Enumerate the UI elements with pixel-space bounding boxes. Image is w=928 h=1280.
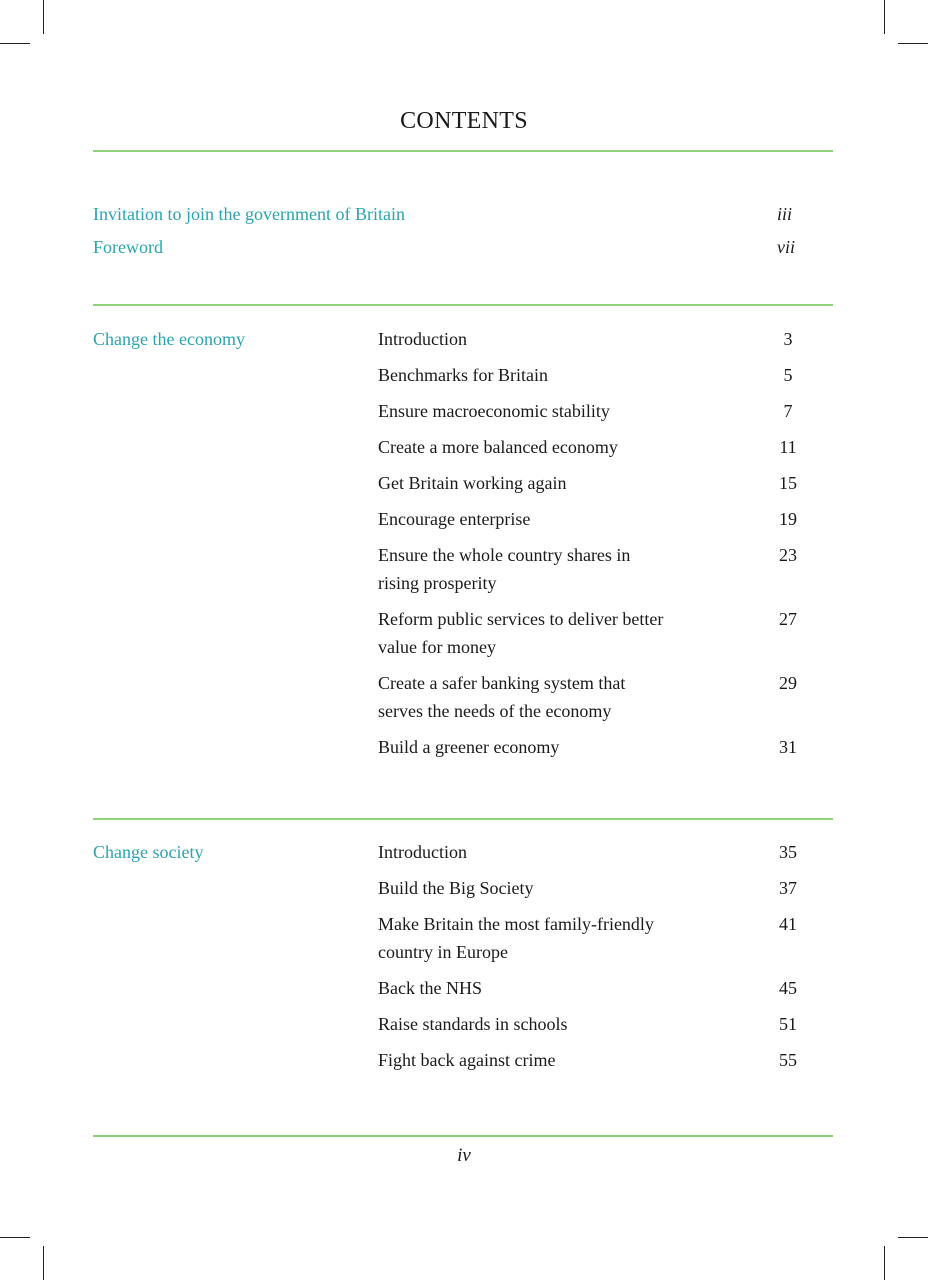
toc-entry[interactable] <box>378 469 833 497</box>
toc-entry-label: Encourage enterprise <box>378 509 531 529</box>
toc-entry[interactable] <box>378 874 833 902</box>
page-number: iv <box>457 1145 471 1166</box>
section-entries <box>378 838 833 1082</box>
toc-entry[interactable] <box>378 838 833 866</box>
toc-entry-label: Create a more balanced economy <box>378 437 618 457</box>
section-entries <box>378 325 833 769</box>
toc-entry-label: Introduction <box>378 329 467 349</box>
toc-page-number: 19 <box>779 509 797 529</box>
toc-entry[interactable] <box>378 325 833 353</box>
toc-entry[interactable] <box>378 910 833 966</box>
crop-mark <box>898 1237 928 1238</box>
crop-mark <box>43 0 44 34</box>
toc-entry[interactable] <box>378 669 833 725</box>
toc-entry-label: Create a safer banking system that serves the needs of the economy <box>378 673 626 721</box>
section-title: Change society <box>93 842 204 862</box>
divider <box>93 1135 833 1137</box>
toc-entry[interactable] <box>378 433 833 461</box>
crop-mark <box>0 1237 30 1238</box>
toc-entry-label: Build a greener economy <box>378 737 560 757</box>
toc-entry[interactable] <box>378 974 833 1002</box>
toc-page-number: 15 <box>779 473 797 493</box>
toc-entry-label: Foreword <box>93 237 163 257</box>
toc-page-number: 3 <box>783 329 793 349</box>
crop-mark <box>43 1246 44 1280</box>
divider <box>93 304 833 306</box>
toc-entry-label: Ensure macroeconomic stability <box>378 401 610 421</box>
toc-front-matter-entry[interactable] <box>93 204 833 225</box>
toc-entry-label: Get Britain working again <box>378 473 567 493</box>
toc-entry-label: Ensure the whole country shares in rising prosperity <box>378 545 631 593</box>
toc-entry-label: Make Britain the most family-friendly country in Europe <box>378 914 654 962</box>
toc-page-number: 55 <box>779 1050 797 1070</box>
toc-entry-label: Introduction <box>378 842 467 862</box>
toc-entry-label: Fight back against crime <box>378 1050 556 1070</box>
toc-page-number: 11 <box>779 437 797 457</box>
page-title: CONTENTS <box>400 108 528 134</box>
toc-page-number: 27 <box>779 609 797 629</box>
toc-entry-label: Build the Big Society <box>378 878 534 898</box>
toc-entry[interactable] <box>378 397 833 425</box>
toc-page-number: 41 <box>779 914 797 934</box>
crop-mark <box>898 43 928 44</box>
crop-mark <box>0 43 30 44</box>
toc-front-matter-entry[interactable] <box>93 237 833 258</box>
toc-page-number: 29 <box>779 673 797 693</box>
toc-entry[interactable] <box>378 733 833 761</box>
toc-entry[interactable] <box>378 1010 833 1038</box>
toc-entry[interactable] <box>378 1046 833 1074</box>
toc-entry[interactable] <box>378 605 833 661</box>
toc-page-number: 31 <box>779 737 797 757</box>
section-title: Change the economy <box>93 329 245 349</box>
toc-page-number: 51 <box>779 1014 797 1034</box>
toc-page-number: iii <box>777 204 793 224</box>
toc-page-number: 7 <box>783 401 793 421</box>
divider <box>93 818 833 820</box>
toc-entry-label: Raise standards in schools <box>378 1014 568 1034</box>
toc-page-number: 37 <box>779 878 797 898</box>
toc-page-number: 23 <box>779 545 797 565</box>
toc-page-number: vii <box>777 237 795 257</box>
toc-entry-label: Reform public services to deliver better value for money <box>378 609 664 657</box>
crop-mark <box>884 1246 885 1280</box>
toc-entry[interactable] <box>378 505 833 533</box>
toc-entry-label: Benchmarks for Britain <box>378 365 548 385</box>
toc-entry[interactable] <box>378 361 833 389</box>
crop-mark <box>884 0 885 34</box>
toc-page-number: 45 <box>779 978 797 998</box>
toc-entry-label: Invitation to join the government of Britain <box>93 204 405 224</box>
toc-page-number: 35 <box>779 842 797 862</box>
toc-page-number: 5 <box>783 365 793 385</box>
divider <box>93 150 833 152</box>
toc-entry-label: Back the NHS <box>378 978 482 998</box>
toc-entry[interactable] <box>378 541 833 597</box>
